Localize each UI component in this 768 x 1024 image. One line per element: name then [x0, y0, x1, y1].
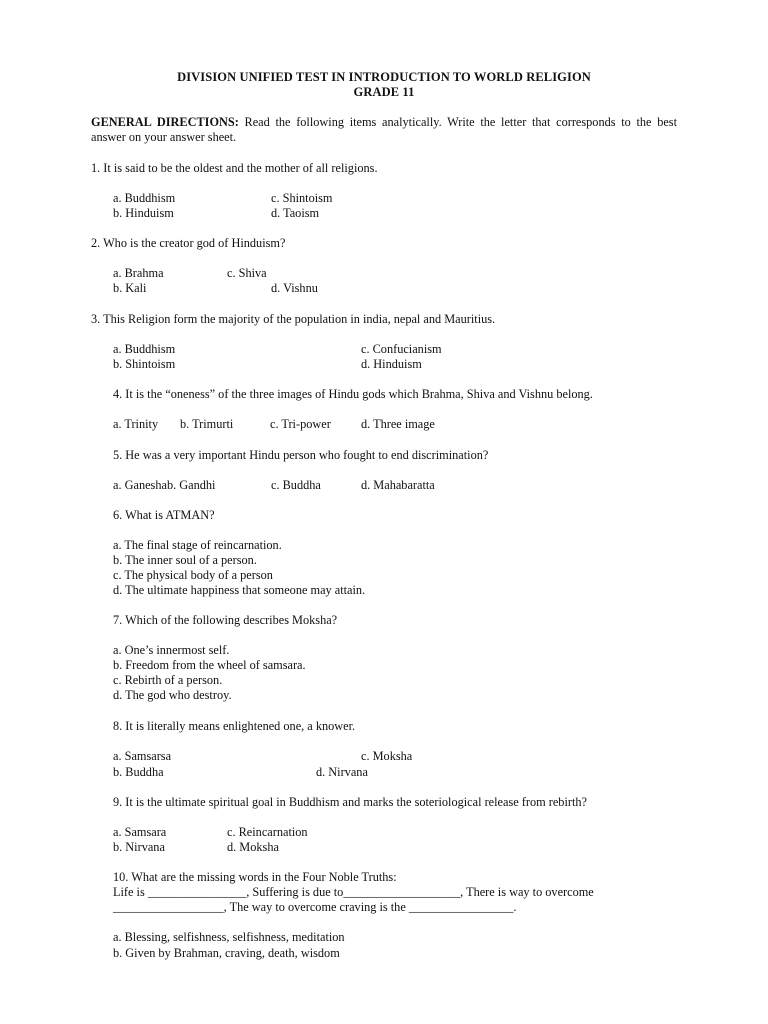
q6-option-b: b. The inner soul of a person. — [113, 553, 257, 567]
question-6: 6. What is ATMAN? — [113, 508, 215, 522]
grade-label: GRADE 11 — [353, 85, 415, 99]
q7-option-c: c. Rebirth of a person. — [113, 673, 223, 687]
question-10: 10. What are the missing words in the Four Noble Truths: — [113, 870, 397, 884]
q6-option-c: c. The physical body of a person — [113, 568, 273, 582]
q7-option-b: b. Freedom from the wheel of samsara. — [113, 658, 306, 672]
q2-option-d: d. Vishnu — [271, 281, 318, 295]
q6-option-d: d. The ultimate happiness that someone may attain. — [113, 583, 366, 597]
question-4: 4. It is the “oneness” of the three images of Hindu gods which Brahma, Shiva and Vishnu belong. — [113, 387, 593, 401]
q9-option-c: c. Reincarnation — [227, 825, 308, 839]
q9-option-a: a. Samsara — [113, 825, 167, 839]
q10-option-b: b. Given by Brahman, craving, death, wisdom — [113, 946, 340, 960]
q10-option-a: a. Blessing, selfishness, selfishness, meditation — [113, 930, 345, 944]
question-7: 7. Which of the following describes Moksha? — [113, 613, 338, 627]
q3-option-a: a. Buddhism — [113, 342, 176, 356]
q4-option-a: a. Trinity — [113, 417, 159, 431]
q4-option-d: d. Three image — [361, 417, 435, 431]
q10-fill-line-1: Life is ________________, Suffering is due to___________________, There is way to overcome — [113, 885, 594, 899]
q5-option-d: d. Mahabaratta — [361, 478, 435, 492]
q1-option-b: b. Hinduism — [113, 206, 174, 220]
q8-option-a: a. Samsarsa — [113, 749, 172, 763]
q1-option-c: c. Shintoism — [271, 191, 333, 205]
q2-option-b: b. Kali — [113, 281, 147, 295]
q9-option-b: b. Nirvana — [113, 840, 165, 854]
q8-option-b: b. Buddha — [113, 765, 164, 779]
exam-title: DIVISION UNIFIED TEST IN INTRODUCTION TO WORLD RELIGION — [177, 70, 591, 84]
q8-option-c: c. Moksha — [361, 749, 413, 763]
directions-label: GENERAL DIRECTIONS: — [91, 115, 239, 129]
q3-option-c: c. Confucianism — [361, 342, 442, 356]
q7-option-a: a. One’s innermost self. — [113, 643, 230, 657]
q8-option-d: d. Nirvana — [316, 765, 368, 779]
q3-option-b: b. Shintoism — [113, 357, 176, 371]
question-3: 3. This Religion form the majority of the population in india, nepal and Mauritius. — [91, 312, 496, 326]
q2-option-a: a. Brahma — [113, 266, 164, 280]
question-5: 5. He was a very important Hindu person who fought to end discrimination? — [113, 448, 489, 462]
question-8: 8. It is literally means enlightened one, a knower. — [113, 719, 356, 733]
q10-fill-line-2: __________________, The way to overcome craving is the _________________. — [113, 900, 517, 914]
q2-option-c: c. Shiva — [227, 266, 267, 280]
q7-option-d: d. The god who destroy. — [113, 688, 232, 702]
q4-option-c: c. Tri-power — [270, 417, 331, 431]
general-directions — [91, 115, 677, 145]
q3-option-d: d. Hinduism — [361, 357, 422, 371]
q6-option-a: a. The final stage of reincarnation. — [113, 538, 282, 552]
q1-option-a: a. Buddhism — [113, 191, 176, 205]
question-2: 2. Who is the creator god of Hinduism? — [91, 236, 286, 250]
q4-option-b: b. Trimurti — [180, 417, 234, 431]
directions-text: Read the following items analytically. Write the letter that corresponds to the best answer on your answer sheet. — [91, 115, 678, 144]
q5-option-a-b: a. Ganeshab. Gandhi — [113, 478, 216, 492]
q5-option-c: c. Buddha — [271, 478, 321, 492]
q9-option-d: d. Moksha — [227, 840, 279, 854]
question-9: 9. It is the ultimate spiritual goal in Buddhism and marks the soteriological release from rebirth? — [113, 795, 587, 809]
q1-option-d: d. Taoism — [271, 206, 320, 220]
question-1: 1. It is said to be the oldest and the mother of all religions. — [91, 161, 378, 175]
